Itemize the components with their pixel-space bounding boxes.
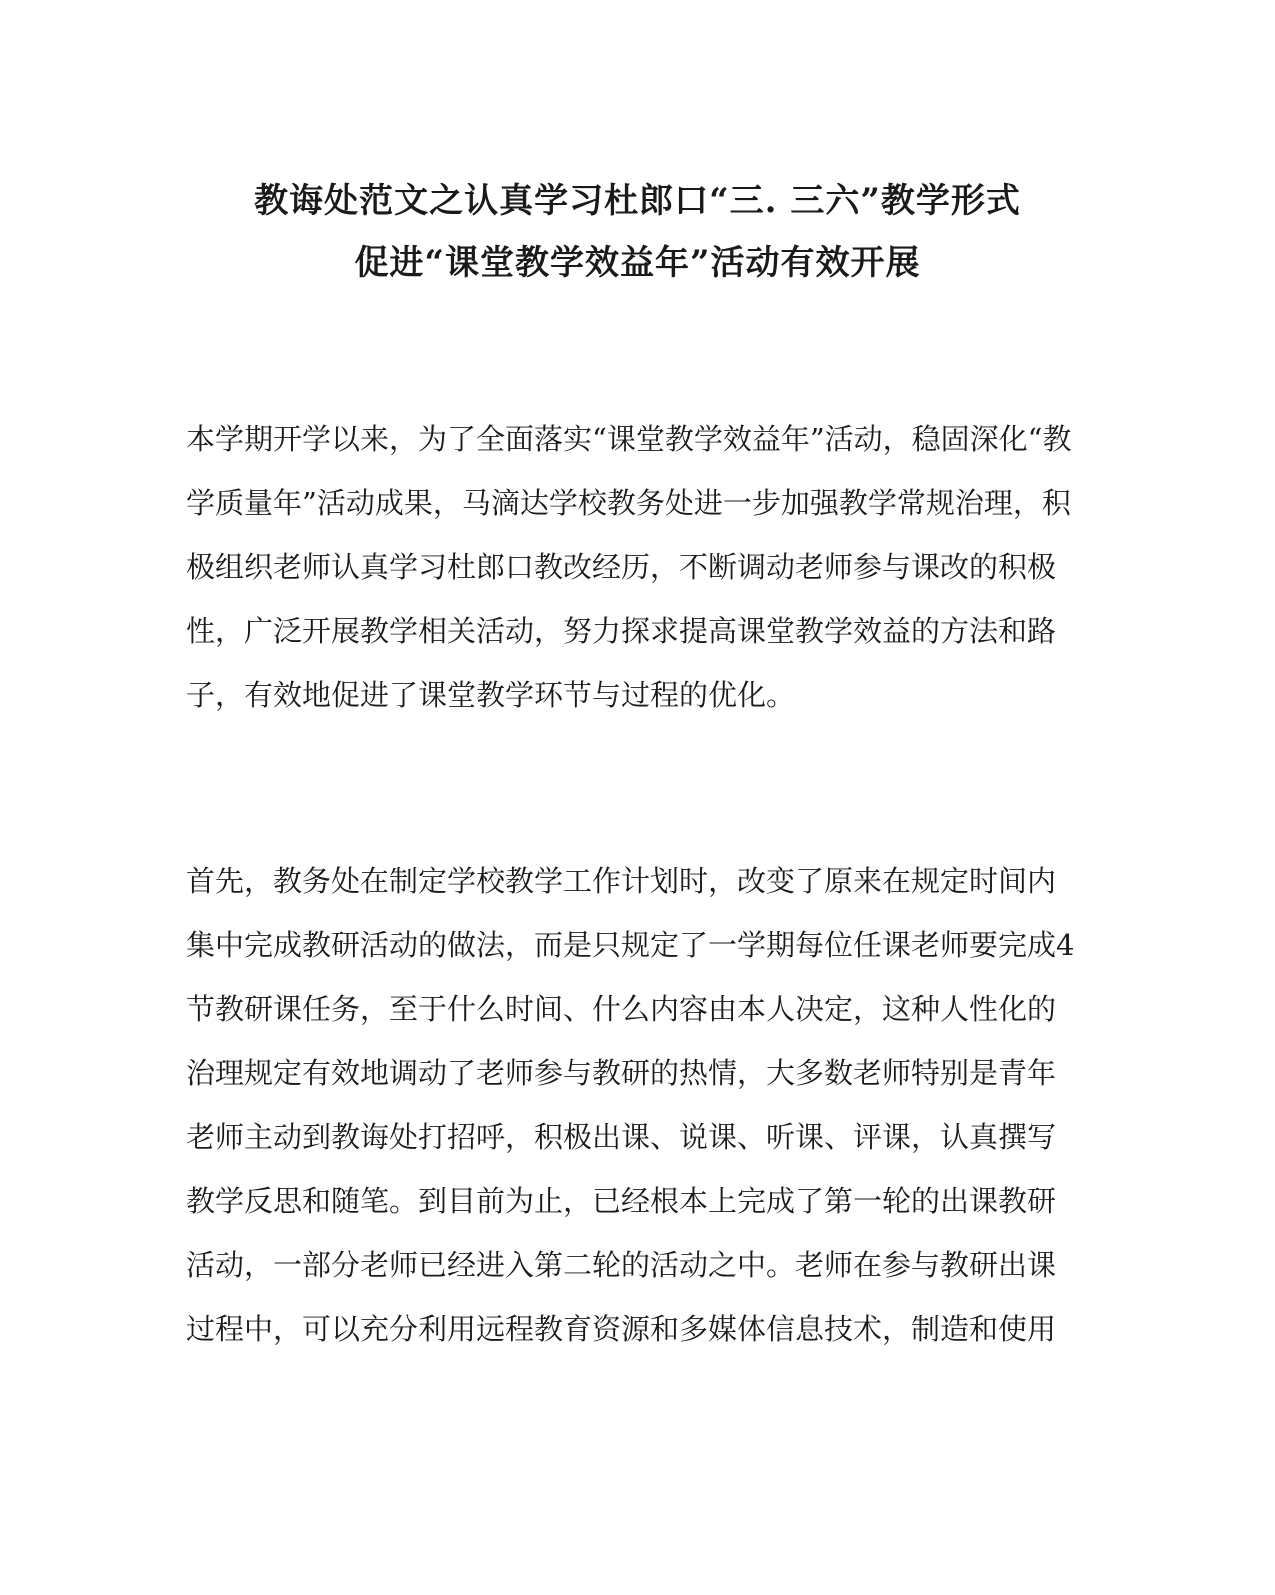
- title-line-2: 促进“课堂教学效益年”活动有效开展: [354, 243, 921, 283]
- document-body: [186, 407, 1076, 1361]
- title-line-1: 教诲处范文之认真学习杜郎口“三. 三六”教学形式: [254, 181, 1021, 221]
- paragraph-line: 节教研课任务，至于什么时间、什么内容由本人决定，这种人性化的: [186, 992, 1057, 1026]
- paragraph-2: [186, 849, 1076, 1361]
- paragraph-line: 老师主动到教诲处打招呼，积极出课、说课、听课、评课，认真撰写: [186, 1120, 1057, 1154]
- paragraph-line: 性，广泛开展教学相关活动，努力探求提高课堂教学效益的方法和路: [186, 614, 1057, 648]
- paragraph-line: 过程中，可以充分利用远程教育资源和多媒体信息技术，制造和使用: [186, 1312, 1057, 1346]
- paragraph-line: 学质量年”活动成果，马滴达学校教务处进一步加强教学常规治理，积: [186, 486, 1071, 520]
- paragraph-line: 本学期开学以来，为了全面落实“课堂教学效益年”活动，稳固深化“教: [186, 422, 1072, 456]
- paragraph-1: [186, 407, 1076, 727]
- paragraph-line: 首先，教务处在制定学校教学工作计划时，改变了原来在规定时间内: [186, 864, 1057, 898]
- paragraph-line: 极组织老师认真学习杜郎口教改经历，不断调动老师参与课改的积极: [186, 550, 1057, 584]
- paragraph-line: 集中完成教研活动的做法，而是只规定了一学期每位任课老师要完成4: [186, 928, 1075, 962]
- paragraph-line: 教学反思和随笔。到目前为止，已经根本上完成了第一轮的出课教研: [186, 1184, 1057, 1218]
- paragraph-spacer: [186, 727, 1076, 849]
- paragraph-line: 治理规定有效地调动了老师参与教研的热情，大多数老师特别是青年: [186, 1056, 1057, 1090]
- paragraph-line: 活动，一部分老师已经进入第二轮的活动之中。老师在参与教研出课: [186, 1248, 1057, 1282]
- document-title: [150, 170, 1125, 294]
- paragraph-line: 子，有效地促进了课堂教学环节与过程的优化。: [186, 678, 796, 712]
